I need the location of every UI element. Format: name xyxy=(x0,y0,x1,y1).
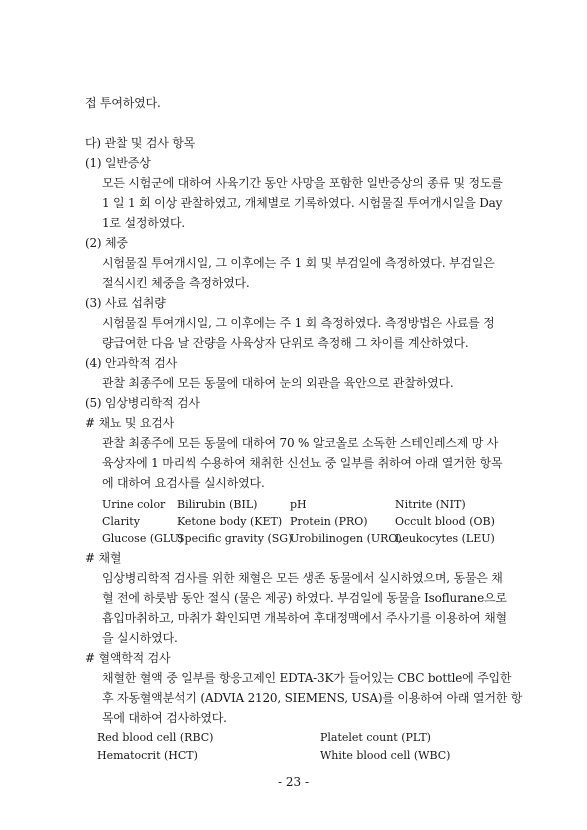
text-line: 에 대하여 요검사를 실시하였다. xyxy=(102,476,265,490)
subsection-heading: # 채혈 xyxy=(85,551,122,565)
subsection-heading: (1) 일반증상 xyxy=(85,156,151,170)
section-heading: 다) 관찰 및 검사 항목 xyxy=(85,136,196,150)
text-line: 채혈한 혈액 중 일부를 항응고제인 EDTA-3K가 들어있는 CBC bottle에 주입한 xyxy=(102,671,512,685)
text-line: 육상자에 1 마리씩 수용하여 채취한 신선뇨 중 일부를 취하여 아래 열거한 항목 xyxy=(102,456,503,470)
page-number: - 23 - xyxy=(277,775,309,789)
list-item: Hematocrit (HCT) xyxy=(97,749,198,762)
subsection-heading: (5) 임상병리학적 검사 xyxy=(85,396,200,410)
text-line: 접 투여하였다. xyxy=(85,96,161,110)
text-line: 흡입마취하고, 마취가 확인되면 개복하여 후대정맥에서 주사기를 이용하여 채혈 xyxy=(102,611,507,625)
text-line: 혈 전에 하룻밤 동안 절식 (물은 제공) 하였다. 부검일에 동물을 Isoflurane으로 xyxy=(102,591,507,605)
subsection-heading: # 혈액학적 검사 xyxy=(85,651,171,665)
text-line: 시험물질 투여개시일, 그 이후에는 주 1 회 측정하였다. 측정방법은 사료를 정 xyxy=(102,316,495,330)
list-item: Clarity xyxy=(102,515,140,528)
text-line: 을 실시하였다. xyxy=(102,631,178,645)
list-item: Glucose (GLU) xyxy=(102,532,184,545)
text-line: 임상병리학적 검사를 위한 채혈은 모든 생존 동물에서 실시하였으며, 동물은 채 xyxy=(102,571,503,585)
text-line: 량급여한 다음 날 잔량을 사육상자 단위로 측정해 그 차이를 계산하였다. xyxy=(102,336,469,350)
list-item: Bilirubin (BIL) xyxy=(177,498,258,511)
list-item: Occult blood (OB) xyxy=(395,515,495,528)
text-line: 목에 대하여 검사하였다. xyxy=(102,711,227,725)
subsection-heading: (4) 안과학적 검사 xyxy=(85,356,177,370)
list-item: White blood cell (WBC) xyxy=(320,749,451,762)
text-line: 절식시킨 체중을 측정하였다. xyxy=(102,276,250,290)
list-item: Leukocytes (LEU) xyxy=(395,532,495,545)
subsection-heading: (3) 사료 섭취량 xyxy=(85,296,166,310)
text-line: 1 일 1 회 이상 관찰하였고, 개체별로 기록하였다. 시험물질 투여개시일을 Day xyxy=(102,196,503,210)
subsection-heading: (2) 체중 xyxy=(85,236,128,250)
list-item: Ketone body (KET) xyxy=(177,515,283,528)
list-item: pH xyxy=(290,498,307,511)
list-item: Nitrite (NIT) xyxy=(395,498,466,511)
subsection-heading: # 채뇨 및 요검사 xyxy=(85,416,175,430)
text-line: 후 자동혈액분석기 (ADVIA 2120, SIEMENS, USA)를 이용하여 아래 열거한 항 xyxy=(102,691,523,705)
text-line: 모든 시험군에 대하여 사육기간 동안 사망을 포함한 일반증상의 종류 및 정도를 xyxy=(102,176,503,190)
list-item: Platelet count (PLT) xyxy=(320,731,431,744)
text-line: 관찰 최종주에 모든 동물에 대하여 70 % 알코올로 소독한 스테인레스제 망 사 xyxy=(102,436,499,450)
list-item: Specific gravity (SG) xyxy=(177,532,293,545)
list-item: Protein (PRO) xyxy=(290,515,368,528)
list-item: Urobilinogen (URO) xyxy=(290,532,402,545)
list-item: Urine color xyxy=(102,498,166,511)
text-line: 관찰 최종주에 모든 동물에 대하여 눈의 외관을 육안으로 관찰하였다. xyxy=(102,376,454,390)
list-item: Red blood cell (RBC) xyxy=(97,731,214,744)
text-line: 1로 설정하였다. xyxy=(102,216,186,230)
text-line: 시험물질 투여개시일, 그 이후에는 주 1 회 및 부검일에 측정하였다. 부검일은 xyxy=(102,256,495,270)
